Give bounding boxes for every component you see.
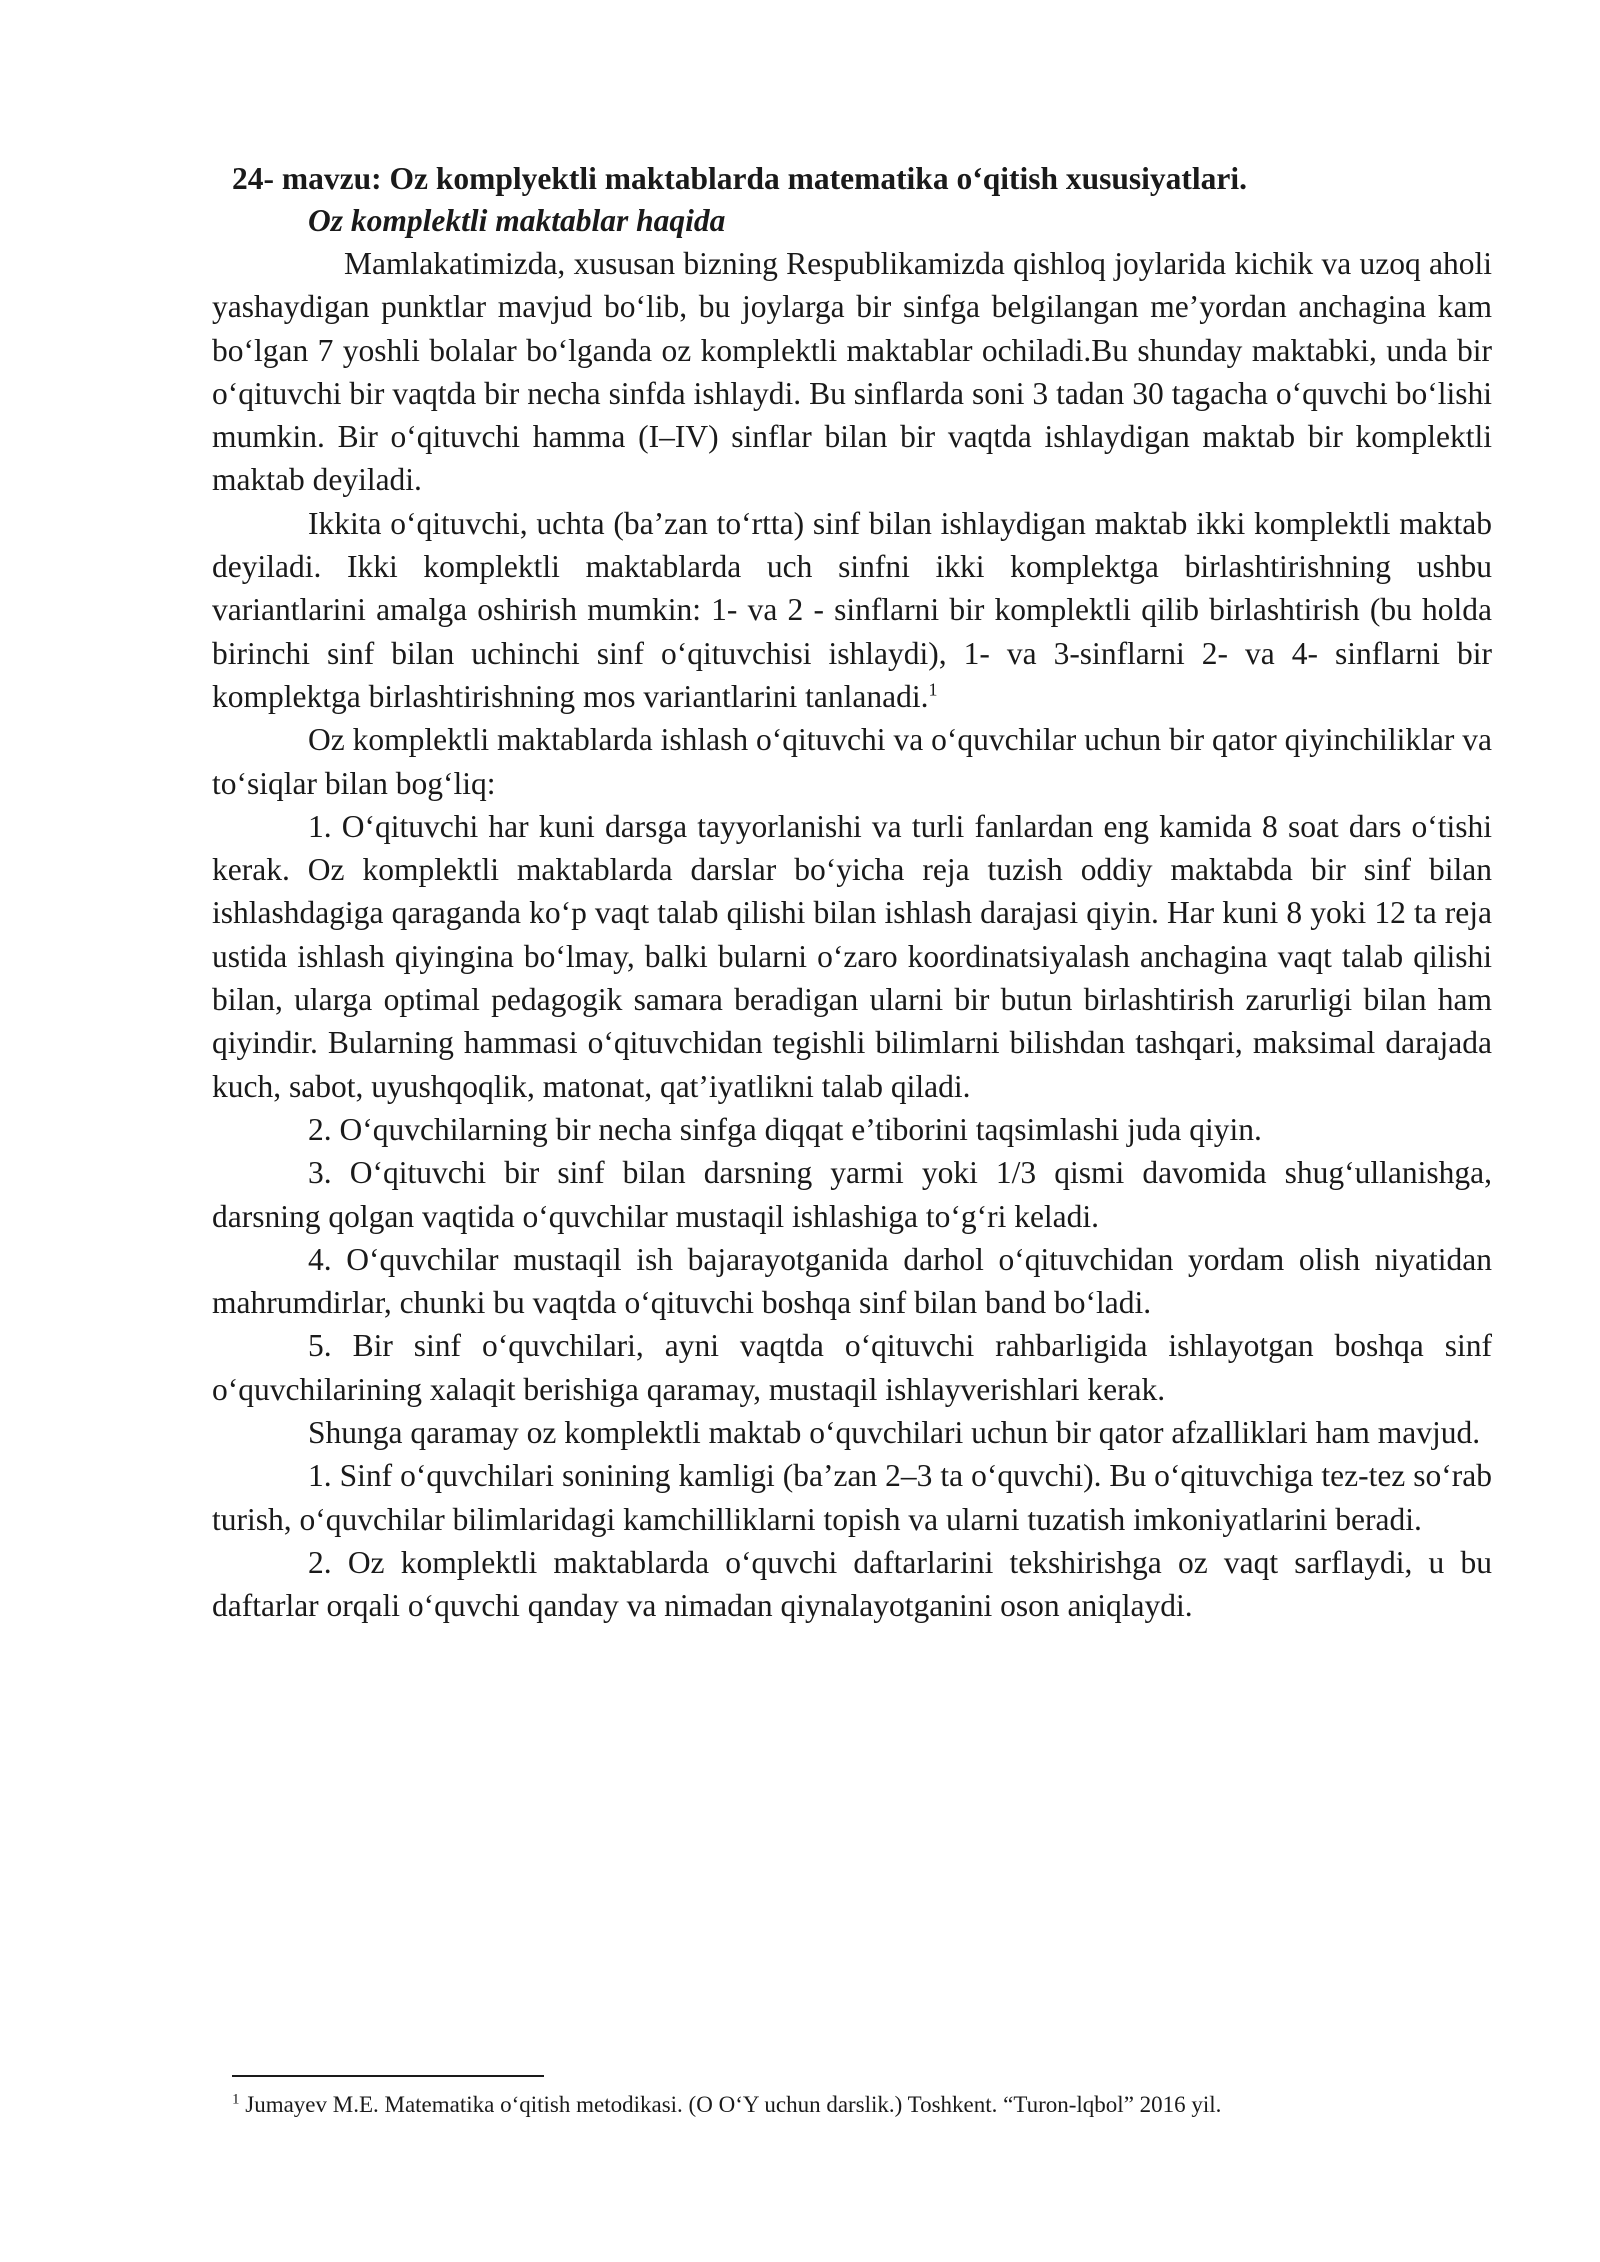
- footnote-marker: 1: [232, 2091, 240, 2108]
- list-item: 5. Bir sinf o‘quvchilari, ayni vaqtda o‘qituvchi rahbarligida ishlayotgan boshqa sinf o‘quvchilarining xalaqit berishiga qaramay, mustaqil ishlayverishlari kerak.: [212, 1328, 1492, 1407]
- list-item: 1. Sinf o‘quvchilari sonining kamligi (ba’zan 2–3 ta o‘quvchi). Bu o‘qituvchiga tez-tez so‘rab turish, o‘quvchilar bilimlaridagi kamchilliklarni topish va ularni tuzatish imkoniyatlarini beradi.: [212, 1458, 1492, 1537]
- list-item: 3. O‘qituvchi bir sinf bilan darsning yarmi yoki 1/3 qismi davomida shug‘ullanishga, darsning qolgan vaqtida o‘quvchilar mustaqil ishlashiga to‘g‘ri keladi.: [212, 1155, 1492, 1234]
- footnote-separator: [232, 2075, 544, 2077]
- section-subtitle: Oz komplektli maktablar haqida: [308, 203, 726, 238]
- document-title: 24- mavzu: Oz komplyektli maktablarda matematika o‘qitish xususiyatlari.: [232, 161, 1248, 196]
- list-item: 1. O‘qituvchi har kuni darsga tayyorlanishi va turli fanlardan eng kamida 8 soat dars o‘tishi kerak. Oz komplektli maktablarda darslar bo‘yicha reja tuzish oddiy maktabda bir sinf bilan ishlashdagiga qaraganda ko‘p vaqt talab qilishi bilan ishlash darajasi qiyin. Har kuni 8 yoki 12 ta reja ustida ishlash qiyingina bo‘lmay, balki bularni o‘zaro koordinatsiyalash anchagina vaqt talab qilishi bilan, ularga optimal pedagogik samara beradigan ularni bir butun birlashtirish zarurligi bilan ham qiyindir. Bularning hammasi o‘qituvchidan tegishli bilimlarni bilishdan tashqari, maksimal darajada kuch, sabot, uyushqoqlik, matonat, qat’iyatlikni talab qiladi.: [212, 808, 1492, 1104]
- paragraph: Oz komplektli maktablarda ishlash o‘qituvchi va o‘quvchilar uchun bir qator qiyinchiliklar va to‘siqlar bilan bog‘liq:: [212, 722, 1492, 801]
- paragraph: Ikkita o‘qituvchi, uchta (ba’zan to‘rtta) sinf bilan ishlaydigan maktab ikki komplektli maktab deyiladi. Ikki komplektli maktablarda uch sinfni ikki komplektga birlashtirishning ushbu variantlarini amalga oshirish mumkin: 1- va 2 - sinflarni bir komplektli qilib birlashtirish (bu holda birinchi sinf bilan uchinchi sinf o‘qituvchisi ishlaydi), 1- va 3-sinflarni 2- va 4- sinflarni bir komplektga birlashtirishning mos variantlarini tanlanadi.$^1$: [212, 505, 1492, 714]
- list-item: 2. O‘quvchilarning bir necha sinfga diqqat e’tiborini taqsimlashi juda qiyin.: [308, 1111, 1262, 1147]
- document-body: [212, 242, 1492, 1628]
- list-item: 4. O‘quvchilar mustaqil ish bajarayotganida darhol o‘qituvchidan yordam olish niyatidan mahrumdirlar, chunki bu vaqtda o‘qituvchi boshqa sinf bilan band bo‘ladi.: [212, 1241, 1492, 1321]
- footnote: [232, 2090, 1492, 2120]
- footnote-reference[interactable]: 1: [928, 679, 938, 700]
- paragraph: Shunga qaramay oz komplektli maktab o‘quvchilari uchun bir qator afzalliklari ham mavjud.: [308, 1415, 1481, 1451]
- list-item: 2. Oz komplektli maktablarda o‘quvchi daftarlarini tekshirishga oz vaqt sarflaydi, u bu daftarlar orqali o‘quvchi qanday va nimadan qiynalayotganini oson aniqlaydi.: [212, 1544, 1492, 1624]
- footnote-text: Jumayev M.E. Matematika o‘qitish metodikasi. (O O‘Y uchun darslik.) Toshkent. “Turon-lqbol” 2016 yil.: [245, 2092, 1222, 2117]
- document-page: [212, 158, 1492, 1628]
- paragraph: Mamlakatimizda, xususan bizning Respublikamizda qishloq joylarida kichik va uzoq aholi yashaydigan punktlar mavjud bo‘lib, bu joylarga bir sinfga belgilangan me’yordan anchagina kam bo‘lgan 7 yoshli bolalar bo‘lganda oz komplektli maktablar ochiladi.Bu shunday maktabki, unda bir o‘qituvchi bir vaqtda bir necha sinfda ishlaydi. Bu sinflarda soni 3 tadan 30 tagacha o‘quvchi bo‘lishi mumkin. Bir o‘qituvchi hamma (I–IV) sinflar bilan bir vaqtda ishlaydigan maktab bir komplektli maktab deyiladi.: [212, 246, 1492, 498]
